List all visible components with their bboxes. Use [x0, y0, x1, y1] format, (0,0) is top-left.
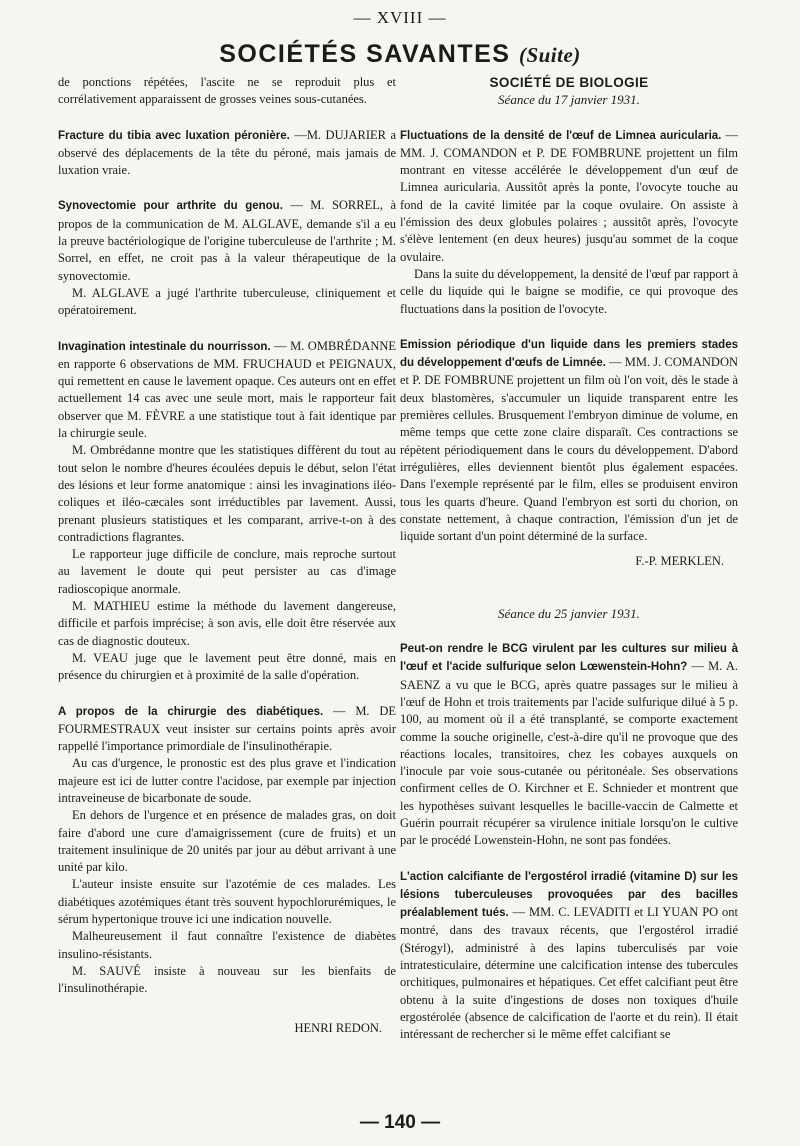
- article-title: L'action calcifiante de l'ergostérol irradié (vitamine D) sur les lésions tuberculeuses provoquées par des bacilles préalablement tués.: [400, 870, 738, 920]
- page-number: — 140 —: [359, 1112, 441, 1133]
- paragraph: de ponctions répétées, l'ascite ne se reproduit plus et corrélativement apparaissent de grosses veines sous-cutanées.: [58, 75, 396, 107]
- article-ergosterol: [400, 868, 738, 1044]
- article-fracture-tibia: [58, 127, 396, 180]
- article-title: A propos de la chirurgie des diabétiques.: [58, 705, 324, 718]
- signature: F.-P. MERKLEN.: [635, 554, 724, 569]
- article-text: —M. DUJARIER a observé des déplacements de la tête du péroné, mais jamais de luxation vraie.: [58, 127, 397, 178]
- paragraph: M. ALGLAVE a jugé l'arthrite tuberculeuse, cliniquement et opératoirement.: [58, 285, 396, 318]
- paragraph: M. VEAU juge que le lavement peut être donné, mais en présence du chirurgien et à proximité de la salle d'opération.: [58, 650, 396, 683]
- article-title: Synovectomie pour arthrite du genou.: [58, 200, 283, 213]
- article-chirurgie-diabetiques: [58, 703, 396, 756]
- paragraph: En dehors de l'urgence et en présence de malades gras, on doit faire d'abord une cure d'amaigrissement (cure de fruits) et un traitement insulinique de 20 unités par jour au début arrivant à une unité par kilo.: [58, 808, 396, 875]
- right-column: [400, 74, 738, 1044]
- article-text: — MM. C. LEVADITI et LI YUAN PO ont montré, dans des travaux récents, que l'ergostérol irradié (Stérogyl), administré à des lapins tuberculisés par voie intratesticulaire, détermine une calcification intense des tubercules orchitiques, pulmonaires et hépatiques. Cet effet calcifiant peut être obtenu à la suite d'ingestions de doses non toxiques d'huile ergostérolée (absence de calcification de l'aorte et du rein). Il était intéressant de rechercher si le même effet calcifiant se: [400, 905, 739, 1042]
- article-title: Peut-on rendre le BCG virulent par les cultures sur milieu à l'œuf et l'acide sulfurique selon Lœwenstein-Hohn?: [400, 643, 738, 674]
- paragraph: L'auteur insiste ensuite sur l'azotémie de ces malades. Les diabétiques azotémiques étant très souvent hypochlorurémiques, le sérum hypertonique trouve ici une indication nouvelle.: [58, 877, 396, 927]
- paragraph: Dans la suite du développement, la densité de l'œuf par rapport à celle du liquide qui le baigne se modifie, ce qui provoque des fluctuations dans la position de l'ovocyte.: [400, 266, 738, 316]
- page-roman-numeral: — XVIII —: [353, 8, 447, 27]
- signature: HENRI REDON.: [294, 1020, 382, 1035]
- article-fluctuations-densite: [400, 127, 738, 266]
- article-text: — M. DE FOURMESTRAUX veut insister sur certains points après avoir rappellé l'importance primordiale de l'insulinothérapie.: [58, 703, 397, 754]
- article-emission-periodique: [400, 336, 738, 546]
- header-suite: (Suite): [518, 43, 581, 67]
- paragraph: M. SAUVÉ insiste à nouveau sur les bienfaits de l'insulinothérapie.: [58, 963, 396, 996]
- article-bcg-virulent: [400, 640, 738, 850]
- paragraph: Le rapporteur juge difficile de conclure, mais reproche surtout au lavement le doute qui peut persister au cas d'image radioscopique anormale.: [58, 547, 396, 596]
- header-title: SOCIÉTÉS SAVANTES: [219, 40, 511, 68]
- page-header: [0, 40, 800, 69]
- article-text: — M. OMBRÉDANNE en rapporte 6 observations de MM. FRUCHAUD et PEIGNAUX, qui remettent en cause le lavement opaque. Ces auteurs ont en effet actuellement 14 cas avec une seule mort, mais le rapporteur fait observer que M. FÈVRE a une statistique tout à fait identique par la chirurgie seule.: [58, 338, 397, 441]
- society-title: SOCIÉTÉ DE BIOLOGIE: [489, 75, 649, 90]
- article-text: — M. A. SAENZ a vu que le BCG, après quatre passages sur le milieu à l'œuf de Hohn et trois traitements par l'acide sulfurique dilué à 5 p. 100, au moment où il a été transplanté, se comporte exactement comme la souche originelle, c'est-à-dire qu'il ne provoque que des réactions locales, transitoires, chez les cobayes auxquels on l'inocule par voie sous-cutanée ou péritonéale. Ses observations confirment celles de O. Kirchner et E. Schnieder et montrent que les hypothèses suivant lesquelles le bacille-vaccin de Calmette et Guérin pourrait récupérer sa virulence initiale lorsqu'on le cultive par le procédé Lowenstein-Hohn, ne sont pas fondées.: [400, 659, 739, 848]
- paragraph: M. Ombrédanne montre que les statistiques diffèrent du tout au tout selon le nombre d'heures écoulées depuis le début, selon l'état des lésions et leur forme anatomique : ainsi les invaginations iléo-coliques et iléo-cæcales sont irréductibles par lavement. Aussi, prenant plusieurs statistiques et les comparant, arrive-t-on à des contradictions flagrantes.: [58, 443, 396, 544]
- paragraph: Malheureusement il faut connaître l'existence de diabètes insulino-résistants.: [58, 929, 396, 961]
- article-title: Fracture du tibia avec luxation péronière.: [58, 129, 290, 142]
- seance-date: Séance du 17 janvier 1931.: [498, 92, 640, 108]
- article-title: Invagination intestinale du nourrisson.: [58, 340, 271, 353]
- paragraph: M. MATHIEU estime la méthode du lavement dangereuse, difficile et parfois imprécise; à son avis, elle doit être réservée aux cas de diagnostic douteux.: [58, 599, 396, 648]
- article-synovectomie: [58, 197, 396, 284]
- article-text: — MM. J. COMANDON et P. DE FOMBRUNE projettent un film où l'on voit, dès le stade à deux blastomères, s'accumuler un liquide transparent entre les premières cellules. Brusquement l'embryon diminue de volume, en même temps que cette zone claire disparaît. Ces contractions se répètent périodiquement dans le cours du développement. D'abord irrégulières, elles deviennent bientôt plus également espacées. Dans l'exemple représenté par le film, elles se produisent environ tous les quarts d'heure. Quand l'embryon est sorti du chorion, on constate nettement, à chaque contraction, l'émission d'un jet de liquide sortant d'un point déterminé de la surface.: [400, 355, 738, 544]
- article-title: Emission périodique d'un liquide dans les premiers stades du développement d'œufs de Limnée.: [400, 338, 738, 370]
- article-invagination: [58, 338, 396, 443]
- article-title: Fluctuations de la densité de l'œuf de Limnea auricularia.: [400, 129, 722, 142]
- article-text: — MM. J. COMANDON et P. DE FOMBRUNE projettent un film montrant en vitesse accélérée le développement d'un œuf de Limnea auricularia. Aussitôt après la ponte, l'ovocyte touche au fond de la cavité limitée par la coque ovulaire. On assiste à l'émission des deux globules polaires ; aussitôt après, l'ovocyte s'élève lentement (en deux heures) jusqu'au sommet de la coque ovulaire.: [400, 127, 739, 264]
- article-text: — M. SORREL, à propos de la communication de M. ALGLAVE, demande s'il a eu la preuve bactériologique de l'origine tuberculeuse de l'arthrite ; M. Sorrel, en effet, ne croit pas à la valeur thérapeutique de la synovectomie.: [58, 198, 396, 283]
- left-column: [58, 74, 396, 1037]
- seance-date: Séance du 25 janvier 1931.: [498, 605, 640, 621]
- paragraph: Au cas d'urgence, le pronostic est des plus grave et l'indication majeure est ici de lutter contre l'acidose, par exemple par injection intraveineuse de bicarbonate de soude.: [58, 756, 396, 805]
